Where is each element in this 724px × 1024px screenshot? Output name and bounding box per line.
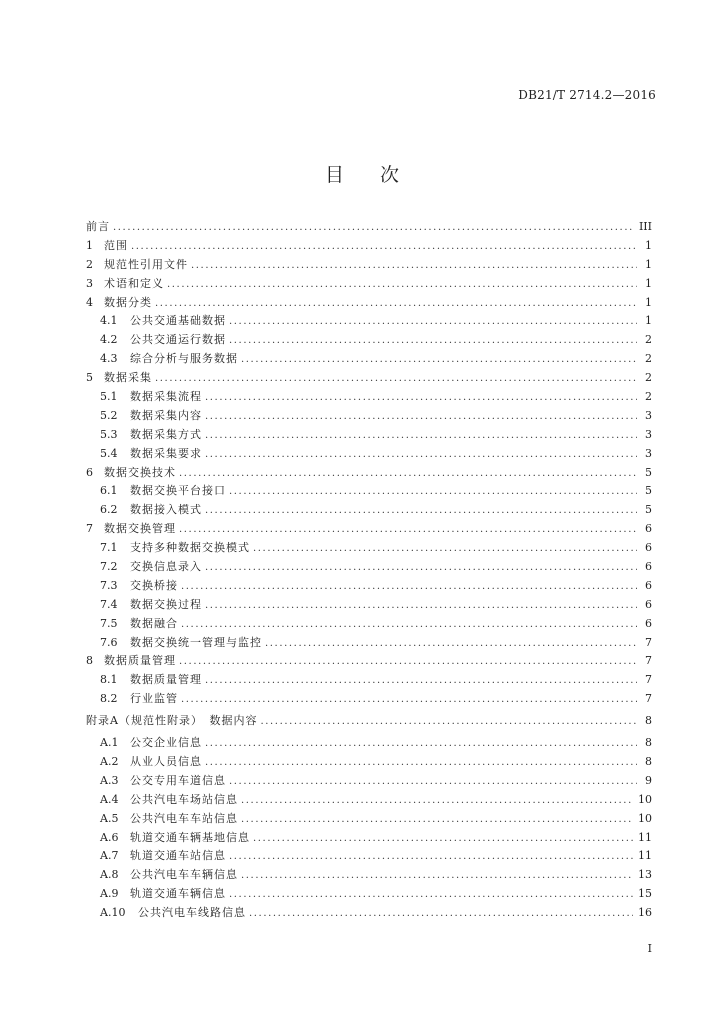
toc-entry-number: 5.1 (100, 390, 118, 404)
toc-entry[interactable] (86, 866, 652, 885)
toc-entry-label: 数据分类 (104, 295, 152, 309)
toc-leader-dots (205, 389, 637, 408)
toc-entry-label: 数据接入模式 (130, 503, 202, 517)
toc-entry-label: 支持多种数据交换模式 (130, 541, 250, 555)
toc-entry[interactable] (86, 218, 652, 237)
toc-entry[interactable] (86, 753, 652, 772)
toc-leader-dots (253, 540, 637, 559)
toc-entry[interactable] (86, 426, 652, 445)
toc-entry-page: 15 (638, 887, 652, 901)
toc-entry-page: 6 (645, 522, 652, 536)
toc-entry[interactable] (86, 615, 652, 634)
toc-entry-number: A.1 (100, 736, 119, 750)
document-code: DB21/T 2714.2—2016 (518, 88, 656, 102)
toc-entry-number: 3 (86, 276, 93, 290)
toc-leader-dots (205, 408, 637, 427)
toc-entry-number: 6 (86, 465, 93, 479)
toc-entry-number: A.7 (100, 849, 119, 863)
toc-entry-label: 数据采集内容 (130, 408, 202, 422)
toc-leader-dots (205, 427, 637, 446)
toc-entry-page: 7 (645, 654, 652, 668)
toc-leader-dots (179, 653, 637, 672)
toc-entry-label: 交换桥接 (130, 578, 178, 592)
toc-leader-dots (229, 332, 637, 351)
toc-entry-label: 数据交换技术 (104, 465, 176, 479)
toc-entry-page: 2 (645, 333, 652, 347)
toc-entry-number: 6.2 (100, 503, 118, 517)
toc-entry-label: 公共汽电车场站信息 (130, 792, 238, 806)
toc-entry-label: 附录A（规范性附录） 数据内容 (86, 714, 258, 728)
toc-entry[interactable] (86, 772, 652, 791)
toc-entry-number: 8.2 (100, 692, 118, 706)
toc-entry-label: 轨道交通车站信息 (130, 849, 226, 863)
toc-entry-label: 数据交换管理 (104, 522, 176, 536)
toc-entry[interactable] (86, 847, 652, 866)
toc-entry[interactable] (86, 237, 652, 256)
toc-entry-number: 7.3 (100, 578, 118, 592)
toc-leader-dots (229, 886, 633, 905)
toc-entry-label: 数据采集流程 (130, 390, 202, 404)
toc-entry[interactable] (86, 712, 652, 731)
toc-entry-number: 8.1 (100, 673, 118, 687)
toc-entry-number: 7.4 (100, 597, 118, 611)
toc-entry-number: 4 (86, 295, 93, 309)
toc-entry[interactable] (86, 294, 652, 313)
toc-leader-dots (155, 370, 637, 389)
toc-entry-number: 5.4 (100, 446, 118, 460)
toc-entry-page: 7 (645, 635, 652, 649)
toc-entry-page: 1 (645, 314, 652, 328)
toc-entry-number: 7 (86, 522, 93, 536)
toc-entry[interactable] (86, 312, 652, 331)
toc-entry-label: 从业人员信息 (130, 754, 202, 768)
toc-entry[interactable] (86, 734, 652, 753)
toc-entry-number: 5 (86, 371, 93, 385)
toc-entry-number: A.10 (100, 906, 126, 920)
toc-entry-number: 4.1 (100, 314, 118, 328)
toc-leader-dots (205, 672, 637, 691)
toc-entry-page: 3 (645, 427, 652, 441)
toc-entry-page: 2 (645, 390, 652, 404)
toc-entry[interactable] (86, 539, 652, 558)
toc-entry[interactable] (86, 690, 652, 709)
toc-entry-number: A.6 (100, 830, 119, 844)
toc-entry[interactable] (86, 256, 652, 275)
toc-entry[interactable] (86, 829, 652, 848)
toc-entry-page: 10 (638, 792, 652, 806)
toc-entry[interactable] (86, 577, 652, 596)
toc-entry-page: 3 (645, 446, 652, 460)
toc-leader-dots (205, 446, 637, 465)
toc-entry-label: 数据交换平台接口 (130, 484, 226, 498)
toc-leader-dots (179, 521, 637, 540)
toc-entry-number: A.8 (100, 868, 119, 882)
toc-entry-number: 5.2 (100, 408, 118, 422)
toc-entry-label: 公交企业信息 (130, 736, 202, 750)
toc-entry[interactable] (86, 791, 652, 810)
toc-entry-label: 数据交换统一管理与监控 (130, 635, 262, 649)
toc-leader-dots (229, 848, 633, 867)
toc-leader-dots (253, 830, 633, 849)
toc-leader-dots (241, 351, 637, 370)
toc-leader-dots (249, 905, 633, 924)
toc-leader-dots (229, 313, 637, 332)
toc-entry-page: 8 (645, 714, 652, 728)
toc-entry[interactable] (86, 275, 652, 294)
toc-leader-dots (205, 502, 637, 521)
toc-entry-number: A.5 (100, 811, 119, 825)
toc-entry-label: 数据融合 (130, 616, 178, 630)
toc-entry-page: 5 (645, 484, 652, 498)
toc-entry[interactable] (86, 350, 652, 369)
toc-entry[interactable] (86, 501, 652, 520)
page-number: I (647, 942, 652, 955)
toc-entry-number: A.2 (100, 754, 119, 768)
toc-entry-label: 数据采集要求 (130, 446, 202, 460)
toc-leader-dots (205, 559, 637, 578)
toc-entry[interactable] (86, 464, 652, 483)
toc-entry-page: 11 (638, 849, 652, 863)
toc-entry-label: 公共交通运行数据 (130, 333, 226, 347)
toc-leader-dots (181, 691, 637, 710)
toc-entry-number: 5.3 (100, 427, 118, 441)
toc-entry[interactable] (86, 445, 652, 464)
toc-entry-label: 公共交通基础数据 (130, 314, 226, 328)
toc-entry-page: 7 (645, 692, 652, 706)
toc-leader-dots (179, 465, 637, 484)
toc-leader-dots (229, 773, 637, 792)
toc-leader-dots (181, 616, 637, 635)
toc-entry[interactable] (86, 388, 652, 407)
toc-entry-page: 1 (645, 276, 652, 290)
toc-entry-label: 数据质量管理 (104, 654, 176, 668)
toc-leader-dots (113, 219, 634, 238)
toc-entry[interactable] (86, 482, 652, 501)
toc-entry-number: 7.2 (100, 560, 118, 574)
toc-entry-label: 轨道交通车辆基地信息 (130, 830, 250, 844)
page-title: 目次 (324, 164, 435, 186)
toc-entry-page: 8 (645, 754, 652, 768)
toc-leader-dots (265, 635, 637, 654)
toc-entry-page: 5 (645, 503, 652, 517)
toc-entry-number: A.3 (100, 773, 119, 787)
toc-entry-label: 公共汽电车车辆信息 (130, 868, 238, 882)
toc-entry-page: 2 (645, 371, 652, 385)
toc-entry-number: A.9 (100, 887, 119, 901)
toc-leader-dots (241, 867, 633, 886)
toc-entry-page: III (638, 220, 652, 233)
toc-entry-number: A.4 (100, 792, 119, 806)
toc-entry-label: 综合分析与服务数据 (130, 352, 238, 366)
toc-entry-number: 8 (86, 654, 93, 668)
toc-leader-dots (131, 238, 637, 257)
toc-entry-label: 数据采集 (104, 371, 152, 385)
toc-entry[interactable] (86, 331, 652, 350)
toc-entry-number: 7.6 (100, 635, 118, 649)
toc-entry[interactable] (86, 810, 652, 829)
toc-entry-label: 行业监管 (130, 692, 178, 706)
toc-entry-label: 前言 (86, 220, 110, 233)
toc-entry-page: 11 (638, 830, 652, 844)
toc-entry-page: 3 (645, 408, 652, 422)
toc-entry[interactable] (86, 652, 652, 671)
toc-entry[interactable] (86, 904, 652, 923)
toc-entry[interactable] (86, 558, 652, 577)
toc-leader-dots (260, 713, 637, 732)
toc-entry[interactable] (86, 671, 652, 690)
toc-entry-label: 轨道交通车辆信息 (130, 887, 226, 901)
toc-leader-dots (229, 483, 637, 502)
toc-leader-dots (191, 257, 637, 276)
toc-entry-page: 16 (638, 906, 652, 920)
toc-entry-page: 7 (645, 673, 652, 687)
toc-entry-label: 公共汽电车车站信息 (130, 811, 238, 825)
toc-entry[interactable] (86, 634, 652, 653)
toc-entry-page: 5 (645, 465, 652, 479)
toc-entry-number: 7.1 (100, 541, 118, 555)
toc-entry-number: 4.3 (100, 352, 118, 366)
toc-entry-label: 规范性引用文件 (104, 257, 188, 271)
toc-entry-page: 1 (645, 295, 652, 309)
toc-entry-label: 术语和定义 (104, 276, 164, 290)
toc-entry-page: 1 (645, 257, 652, 271)
toc-entry-number: 4.2 (100, 333, 118, 347)
toc-entry[interactable] (86, 596, 652, 615)
toc-leader-dots (167, 276, 637, 295)
toc-entry-number: 7.5 (100, 616, 118, 630)
toc-entry[interactable] (86, 520, 652, 539)
toc-leader-dots (205, 754, 637, 773)
toc-entry-label: 数据采集方式 (130, 427, 202, 441)
toc-leader-dots (205, 597, 637, 616)
toc-entry-page: 6 (645, 616, 652, 630)
toc-entry-label: 数据质量管理 (130, 673, 202, 687)
toc-entry-page: 6 (645, 560, 652, 574)
toc-entry-page: 6 (645, 597, 652, 611)
toc-entry-page: 10 (638, 811, 652, 825)
toc-entry-page: 8 (645, 736, 652, 750)
toc-entry-page: 1 (645, 238, 652, 252)
toc-leader-dots (181, 578, 637, 597)
toc-entry[interactable] (86, 407, 652, 426)
toc-entry-label: 范围 (104, 238, 128, 252)
toc-entry-page: 2 (645, 352, 652, 366)
toc-entry-page: 13 (638, 868, 652, 882)
toc-entry-page: 6 (645, 541, 652, 555)
toc-entry[interactable] (86, 885, 652, 904)
toc-leader-dots (241, 792, 633, 811)
toc-entry-number: 2 (86, 257, 93, 271)
toc-entry-label: 公共汽电车线路信息 (138, 906, 246, 920)
toc-entry-label: 数据交换过程 (130, 597, 202, 611)
toc-leader-dots (205, 735, 637, 754)
toc-entry-page: 9 (645, 773, 652, 787)
toc-entry-page: 6 (645, 578, 652, 592)
toc-leader-dots (241, 811, 633, 830)
toc-entry-number: 1 (86, 238, 93, 252)
toc-entry-label: 交换信息录入 (130, 560, 202, 574)
toc-entry[interactable] (86, 369, 652, 388)
table-of-contents (86, 218, 652, 923)
toc-leader-dots (155, 295, 637, 314)
toc-entry-label: 公交专用车道信息 (130, 773, 226, 787)
toc-entry-number: 6.1 (100, 484, 118, 498)
